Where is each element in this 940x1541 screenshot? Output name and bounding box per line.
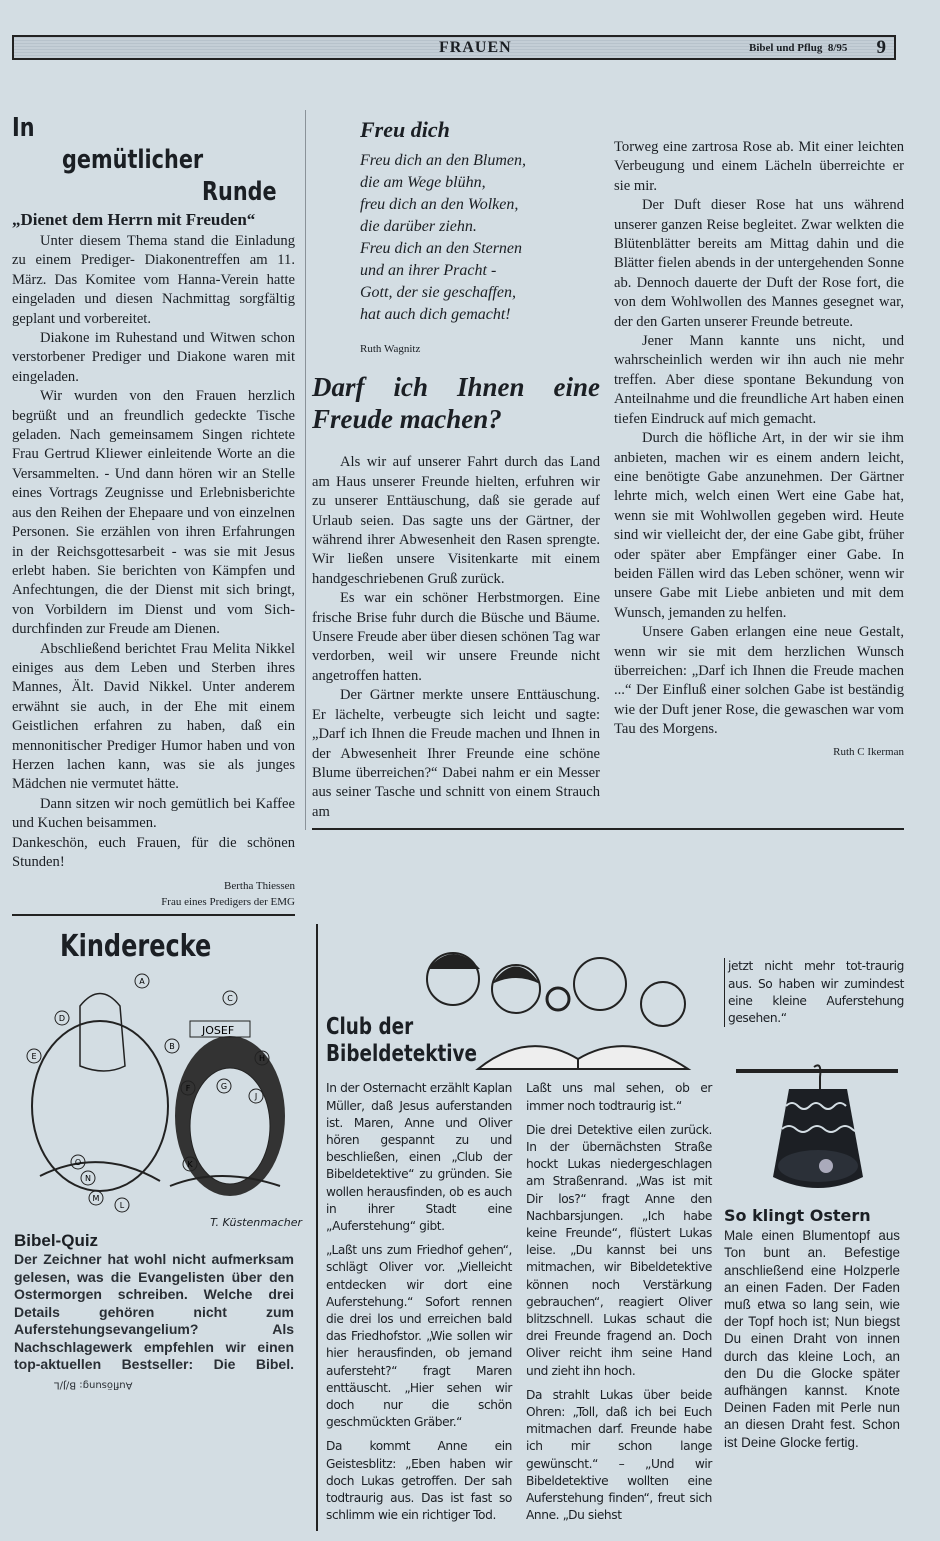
- label-marker: N: [85, 1174, 91, 1184]
- label-marker: H: [258, 1054, 266, 1064]
- paragraph: Als wir auf unserer Fahrt durch das Land am Haus unserer Freunde hielten, erfuhren wir zu unserer Enttäuschung, daß sie gerade auf Urlaub seien. Das sagte uns der Gärtner, der während ihrer Abwesenheit den Rasen sprengte. Wir ließen unsere Visitenkarte mit einem handgeschriebenen Gruß zurück.: [312, 454, 600, 587]
- club-title: [326, 1014, 478, 1068]
- poem-line: hat auch dich gemacht!: [360, 306, 511, 323]
- club-title-line: Bibeldetektive: [326, 1041, 478, 1068]
- paragraph: Dann sitzen wir noch gemütlich bei Kaffee und Kuchen beisammen.: [12, 795, 295, 832]
- paragraph: Es war ein schöner Herbstmorgen. Eine frische Brise fuhr durch die Büsche und Bäume. Unsere Freude aber über diesen schönen Tag war verdorben, weil wir unsere Freunde nicht angetroffen hatten.: [312, 590, 600, 684]
- kinderecke-title: Kinderecke: [60, 929, 212, 965]
- club-title-line: Club der: [326, 1014, 414, 1041]
- club-story-column-2: [526, 1080, 712, 1531]
- paragraph: Unter diesem Thema stand die Einladung zu einem Prediger- Diakonentreffen am 11. März. Das Komitee vom Hanna-Verein hatte eingeladen und diesen Nachmittag sorgfältig geplant und vorbereitet.: [12, 233, 295, 327]
- author: Bertha Thiessen: [224, 880, 295, 893]
- author: Ruth C Ikerman: [833, 745, 904, 758]
- poem-title: Freu dich: [360, 117, 450, 142]
- article-title-line: Runde: [202, 177, 277, 207]
- quiz-block: [14, 1251, 294, 1393]
- section-title: FRAUEN: [439, 39, 512, 56]
- poem: [360, 150, 600, 326]
- club-story: [326, 1080, 718, 1531]
- paragraph: Diakone im Ruhestand und Witwen schon verstorbener Prediger und Diakone waren mit eingeladen.: [12, 330, 295, 385]
- middle-column: [312, 116, 600, 822]
- poem-line: Freu dich an den Sternen: [360, 240, 523, 257]
- article-title: Darf ich Ihnen eine Freude machen?: [312, 372, 600, 435]
- flowerpot-bell-illustration: [734, 1061, 904, 1201]
- paragraph: Da kommt Anne ein Geistesblitz: „Eben haben wir doch Lukas getroffen. Der sah todtraurig aus. Das ist fast so schlimm wie ein richtiger Tod.: [326, 1439, 512, 1523]
- paragraph: Wir wurden von den Frauen herzlich begrüßt und an freundlich gedeckte Tische geladen. Nach gemeinsamem Singen richtete Frau Gertrud Kliewer einleitende Worte an die Versammelten. - Und dann hören wir an Stelle eines Vortrags Zeugnisse und Erlebnisberichte aus den Reihen der Ehepaare und von einzelnen Personen. Sie erzählen von ihren Erfahrungen in der Reichsgottesarbeit - was sie mit Jesus erlebt haben. Sie berichten von Kämpfen und Anfechtungen, die der Dienst mit sich bringt, von Vorbildern im Dienst und vom Sich-durchfinden zur Freude am Dienen.: [12, 388, 295, 638]
- club-story-column-3: jetzt nicht mehr tot-traurig aus. So haben wir zumindest eine kleine Auferstehung gesehen.“: [724, 958, 904, 1027]
- author-note: Frau eines Predigers der EMG: [161, 896, 295, 909]
- paragraph: Abschließend berichtet Frau Melita Nikkel einiges aus dem Leben und Sterben ihres Mannes, Ält. David Nikkel. Unter anderem erwähnt sie auch, in der Ehe mit einem Geistlichen erfahren zu haben, daß ein mennonitischer Prediger Humor haben und von Herzen lachen kann, was sie als junges Mädchen nie vermutet hätte.: [12, 640, 295, 793]
- easter-tomb-illustration: [20, 966, 300, 1216]
- magazine-issue: [749, 42, 847, 54]
- paragraph: Die drei Detektive eilen zurück. In der übernächsten Straße hockt Lukas niedergeschlagen am Straßenrand. „Was ist mit Dir los?“ fragt Anne den Nachbarsjungen. „Ich habe keine Freunde“, flüstert Lukas leise. „Du kannst bei uns mitmachen, wir Bibeldetektive können noch Verstärkung gebrauchen“, reagiert Oliver blitzschnell. Lukas schaut die drei Freunde fragend an. Doch Oliver reicht ihm seine Hand und zieht ihn hoch.: [526, 1122, 712, 1378]
- top-section: [12, 110, 904, 916]
- right-column: [614, 138, 904, 760]
- label-marker: J: [254, 1092, 258, 1102]
- paragraph: Unsere Gaben erlangen eine neue Gestalt, wenn wir sie mit dem herzlichen Wunsch überreichen: „Darf ich Ihnen die Freude machen ...“ Der Einfluß einer solchen Gabe ist beständig wie der Duft jener Rose, die gewaschen war vom Tau des Morgens.: [614, 624, 904, 738]
- label-marker: O: [74, 1158, 82, 1168]
- club-section: [316, 924, 718, 1531]
- paragraph: Da strahlt Lukas über beide Ohren: „Toll, daß ich bei Euch mitmachen darf. Freunde habe ich mir schon lange gewünscht.“ – „Und wir Bibeldetektive wollten eine Auferstehung finden“, freut sich Anne. „Du siehst: [526, 1387, 712, 1523]
- paragraph: In der Osternacht erzählt Kaplan Müller, daß Jesus auferstanden ist. Maren, Anne und Oliver hören gespannt zu und beschließen, einen „Club der Bibeldetektive“ zu gründen. Sie wollen herausfinden, ob es auch in ihrer Stadt eine „Auferstehung“ gibt.: [326, 1081, 512, 1234]
- ostern-title: So klingt Ostern: [724, 1206, 871, 1226]
- paragraph: Durch die höfliche Art, in der wir sie ihm anbieten, machen wir es einem andern leicht, eine benötigte Gabe anzunehmen. Der Gärtner lehrte mich, welch einen Wert eine Gabe hat, wenn sie mit Wohlwollen gegeben wird. Heute sind wir vielleicht der, der eine Gabe gibt, früher oder später aber Empfänger einer Gabe. In beiden Fällen wird das Leben schöner, wenn wir unsere Gabe mit Liebe anbieten und mit dem Wunsch, jemanden zu helfen.: [614, 430, 904, 621]
- label-marker: M: [92, 1194, 100, 1204]
- article-freude-columns: [312, 110, 904, 830]
- page-number: 9: [876, 37, 886, 58]
- article-freude-wrapper: [305, 110, 904, 830]
- paragraph: Laßt uns mal sehen, ob er immer noch todtraurig ist.“: [526, 1081, 712, 1113]
- magazine-name: Bibel und Pflug: [749, 42, 823, 54]
- label-marker: G: [220, 1082, 228, 1092]
- club-header: [326, 924, 718, 1074]
- poem-line: die darüber ziehn.: [360, 218, 477, 235]
- label-marker: C: [227, 994, 233, 1004]
- paragraph: Torweg eine zartrosa Rose ab. Mit einer leichten Verbeugung und einem Lächeln überreichte er sie mir.: [614, 139, 904, 194]
- poem-author: Ruth Wagnitz: [360, 343, 421, 355]
- label-marker: D: [58, 1014, 66, 1024]
- paragraph: „Laßt uns zum Friedhof gehen“, schlägt Oliver vor. „Vielleicht entdecken wir dort eine Auferstehung.“ Sofort rennen die drei los und erreichen bald das Friedhofstor. „Wie sollen wir hier herausfinden, ob jemand aufersteht?“ fragt Maren enttäuscht. „Hier sehen wir doch nur die schön geschmückten Gräber.“: [326, 1243, 512, 1430]
- ostern-text: Male einen Blumentopf aus Ton bunt an. Befestige anschließend eine Holzperle an einen Faden. Der Faden muß etwa so lang sein, wie der Topf hoch ist; Nun biegst Du einen Draht von innen durch das kleine Loch, an den Du die Glocke später aufhängen kannst. Knote Deinen Faden mit Perle nun an diesen Draht fest. Schon ist Deine Glocke fertig.: [724, 1228, 900, 1450]
- kinderecke-section: [12, 924, 302, 1393]
- poem-line: freu dich an den Wolken,: [360, 196, 519, 213]
- club-story-column-1: [326, 1080, 512, 1531]
- ostern-section: [724, 924, 904, 1450]
- poem-line: und an ihrer Pracht -: [360, 262, 497, 279]
- quiz-text: Der Zeichner hat wohl nicht aufmerksam gelesen, was die Evangelisten über den Ostermorgen schreiben. Welche drei Details gehören nicht zum Auferstehungsevangelium? Als Nachschlagewerk empfehlen wir einen top-aktuellen Bestseller: Die Bibel.: [14, 1251, 294, 1373]
- label-marker: A: [139, 977, 145, 987]
- josef-sign: JOSEF: [202, 1024, 235, 1038]
- label-marker: B: [169, 1042, 175, 1052]
- bottom-section: [12, 924, 904, 1531]
- article-gemuetlicher-runde: [12, 112, 295, 916]
- article-title-line: gemütlicher: [62, 145, 204, 175]
- issue-number: 8/95: [827, 42, 848, 54]
- page-header: [12, 35, 896, 60]
- poem-line: Freu dich an den Blumen,: [360, 152, 527, 169]
- paragraph: Dankeschön, euch Frauen, für die schönen Stunden!: [12, 834, 295, 870]
- paragraph: Jener Mann kannte uns nicht, und wahrscheinlich werden wir ihn auch nie mehr treffen. Aber diese spontane Bekundung von Anteilnahme und die freundliche Art haben einen tiefen Eindruck auf mich gemacht.: [614, 333, 904, 427]
- quiz-solution-upside-down: Auflösung: B/J/L: [54, 1379, 133, 1391]
- illustrator-credit: T. Küstenmacher: [210, 1216, 302, 1230]
- label-marker: L: [119, 1201, 125, 1211]
- label-marker: F: [185, 1084, 191, 1094]
- quiz-title: Bibel-Quiz: [14, 1231, 99, 1251]
- poem-line: Gott, der sie geschaffen,: [360, 284, 516, 301]
- article-subtitle: „Dienet dem Herrn mit Freuden“: [12, 210, 256, 229]
- label-marker: K: [187, 1160, 193, 1170]
- poem-line: die am Wege blühn,: [360, 174, 486, 191]
- paragraph: Der Gärtner merkte unsere Enttäuschung. Er lächelte, verbeugte sich leicht und sagte: „Darf ich Ihnen die Freude machen und Ihnen in der Abwesenheit Ihrer Freunde eine schöne Blume überreichen?“ Dabei nahm er ein Messer aus seiner Tasche und schnitt von einem Strauch am: [312, 687, 600, 820]
- article-title-line: In: [12, 113, 35, 143]
- label-marker: E: [31, 1052, 37, 1062]
- paragraph: Der Duft dieser Rose hat uns während unserer ganzen Reise begleitet. Zwar welkten die Blütenblätter bereits am Mittag dahin und die Blätter fielen abends in der untergehenden Sonne ab. Dennoch dauerte der Duft der Rose fort, die von dem Wohlwollen des Mannes gesegnet war, der den Garten unserer Freunde betreute.: [614, 197, 904, 330]
